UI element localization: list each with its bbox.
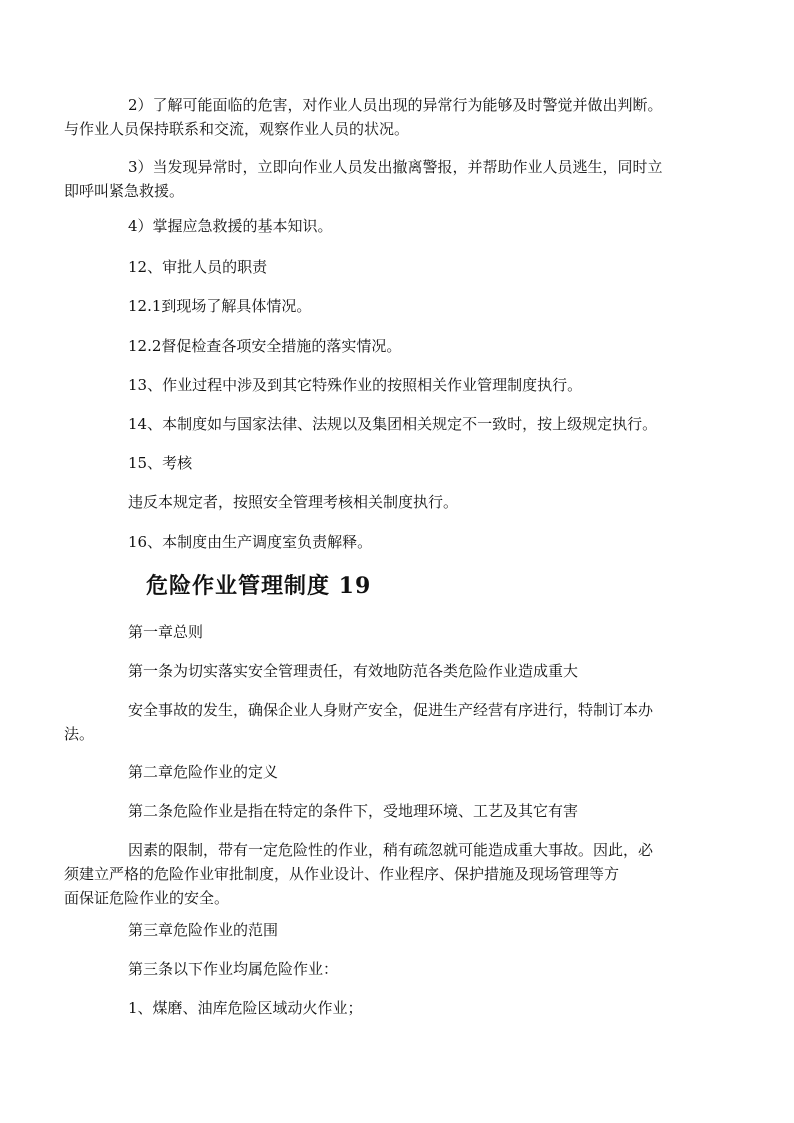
text-line: 违反本规定者，按照安全管理考核相关制度执行。 [128,493,459,511]
text-line: 1、煤磨、油库危险区域动火作业； [128,999,363,1017]
text-line: 因素的限制，带有一定危险性的作业，稍有疏忽就可能造成重大事故。因此，必 [128,841,654,859]
text-line: 14、本制度如与国家法律、法规以及集团相关规定不一致时，按上级规定执行。 [128,415,658,433]
paragraph-12-1 [96,294,700,318]
section-heading: 危险作业管理制度 19 [146,573,372,599]
paragraph-monitor-duty-2 [64,93,700,141]
paragraph-16 [96,530,700,554]
text-line: 2）了解可能面临的危害，对作业人员出现的异常行为能够及时警觉并做出判断。 [128,96,663,114]
paragraph-chapter-2 [96,760,700,784]
paragraph-13 [96,373,700,397]
paragraph-14 [96,412,700,436]
text-line: 12.2督促检查各项安全措施的落实情况。 [128,337,402,355]
paragraph-monitor-duty-4 [96,214,700,238]
paragraph-12-2 [96,334,700,358]
paragraph-violation [96,490,700,514]
text-line: 第三章危险作业的范围 [128,921,279,939]
text-line: 面保证危险作业的安全。 [64,889,230,907]
text-line: 12.1到现场了解具体情况。 [128,297,312,315]
text-line: 第一条为切实落实安全管理责任，有效地防范各类危险作业造成重大 [128,662,579,680]
text-line: 第一章总则 [128,623,204,641]
text-line: 法。 [64,725,95,743]
text-line: 12、审批人员的职责 [128,258,268,276]
text-line: 16、本制度由生产调度室负责解释。 [128,533,373,551]
paragraph-article-2 [96,799,700,823]
paragraph-monitor-duty-3 [64,155,700,203]
paragraph-article-1-cont [64,698,700,746]
text-line: 4）掌握应急救援的基本知识。 [128,217,333,235]
paragraph-approver-duties [96,255,700,279]
text-line: 须建立严格的危险作业审批制度，从作业设计、作业程序、保护措施及现场管理等方 [64,865,620,883]
text-line: 第二章危险作业的定义 [128,763,279,781]
paragraph-chapter-1 [96,620,700,644]
paragraph-article-2-cont [64,838,700,910]
paragraph-article-1 [96,659,700,683]
text-line: 第二条危险作业是指在特定的条件下，受地理环境、工艺及其它有害 [128,802,579,820]
text-line: 与作业人员保持联系和交流，观察作业人员的状况。 [64,120,410,138]
text-line: 第三条以下作业均属危险作业： [128,960,339,978]
text-line: 15、考核 [128,454,193,472]
text-line: 13、作业过程中涉及到其它特殊作业的按照相关作业管理制度执行。 [128,376,583,394]
paragraph-chapter-3 [96,918,700,942]
paragraph-15-assessment [96,451,700,475]
text-line: 安全事故的发生，确保企业人身财产安全，促进生产经营有序进行，特制订本办 [128,701,654,719]
paragraph-article-3 [96,957,700,981]
paragraph-item-1 [96,996,700,1020]
text-line: 3）当发现异常时，立即向作业人员发出撤离警报，并帮助作业人员逃生，同时立 [128,158,663,176]
text-line: 即呼叫紧急救援。 [64,182,185,200]
